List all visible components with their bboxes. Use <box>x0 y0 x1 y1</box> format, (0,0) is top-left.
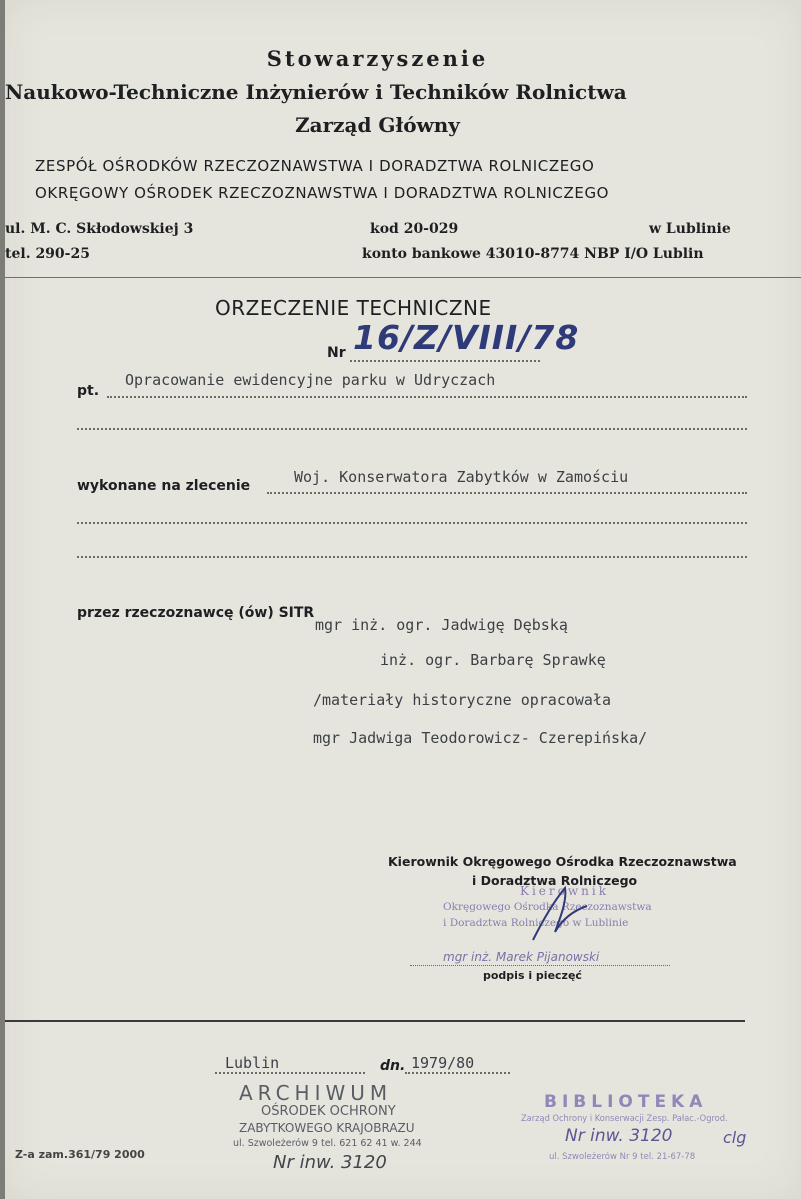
header-line-3: Zarząd Główny <box>295 113 460 137</box>
ordered-value: Woj. Konserwatora Zabytków w Zamościu <box>294 468 629 486</box>
topic-dotted-line-1 <box>107 396 747 398</box>
header-line-1: Stowarzyszenie <box>266 46 489 71</box>
topic-label: pt. <box>77 383 100 399</box>
signature-title-1: Kierownik Okręgowego Ośrodka Rzeczoznawstwa <box>388 854 737 869</box>
footer-date-value: 1979/80 <box>411 1054 475 1072</box>
signature-dotted-line <box>410 965 670 966</box>
stamp-line-1: Kierownik <box>520 884 609 898</box>
ordered-dotted-line-2 <box>77 522 747 524</box>
expert-line-4: mgr Jadwiga Teodorowicz- Czerepińska/ <box>313 729 648 747</box>
ordered-label: wykonane na zlecenie <box>77 478 251 494</box>
library-line-2: Zarząd Ochrony i Konserwacji Zesp. Pałac.-Ogrod. <box>521 1114 728 1124</box>
document-title: ORZECZENIE TECHNICZNE <box>215 296 492 320</box>
header-street: ul. M. C. Skłodowskiej 3 <box>5 221 194 237</box>
stamp-line-2: Okręgowego Ośrodka Rzeczoznawstwa <box>443 901 652 913</box>
divider-top <box>5 277 801 278</box>
archive-line-4: ul. Szwoleżerów 9 tel. 621 62 41 w. 244 <box>233 1138 422 1149</box>
footer-date-dotted <box>405 1072 510 1074</box>
header-city: w Lublinie <box>649 221 731 237</box>
topic-value: Opracowanie ewidencyjne parku w Udryczach <box>125 371 496 389</box>
expert-line-1: mgr inż. ogr. Jadwigę Dębską <box>315 616 568 634</box>
number-label: Nr <box>327 345 346 361</box>
library-handwritten: clg <box>723 1128 747 1147</box>
printer-note: Z-a zam.361/79 2000 <box>15 1148 145 1161</box>
stamp-line-3: i Doradztwa Rolniczego w Lublinie <box>443 917 629 929</box>
document-page <box>5 0 801 1199</box>
topic-dotted-line-2 <box>77 428 747 430</box>
header-postcode: kod 20-029 <box>370 221 459 237</box>
signature-name: mgr inż. Marek Pijanowski <box>443 950 600 964</box>
archive-line-1: ARCHIWUM <box>239 1081 393 1105</box>
ordered-dotted-line-3 <box>77 556 747 558</box>
footer-place: Lublin <box>225 1054 280 1072</box>
archive-line-2: OŚRODEK OCHRONY <box>261 1104 396 1119</box>
archive-line-3: ZABYTKOWEGO KRAJOBRAZU <box>239 1121 415 1135</box>
expert-line-2: inż. ogr. Barbarę Sprawkę <box>380 651 606 669</box>
archive-number: Nr inw. 3120 <box>273 1152 387 1173</box>
header-line-5: OKRĘGOWY OŚRODEK RZECZOZNAWSTWA I DORADZTWA ROLNICZEGO <box>35 184 610 202</box>
signature-caption: podpis i pieczęć <box>483 969 582 982</box>
ordered-dotted-line-1 <box>267 492 747 494</box>
document-number: 16/Z/VIII/78 <box>353 318 580 357</box>
signature-title-2: i Doradztwa Rolniczego <box>472 873 638 888</box>
library-address: ul. Szwoleżerów Nr 9 tel. 21-67-78 <box>549 1152 696 1162</box>
header-phone: tel. 290-25 <box>5 246 90 262</box>
number-dotted-line <box>350 360 540 362</box>
footer-place-dotted <box>215 1072 365 1074</box>
library-line-1: BIBLIOTEKA <box>544 1092 708 1112</box>
expert-line-3: /materiały historyczne opracowała <box>313 691 612 709</box>
header-line-4: ZESPÓŁ OŚRODKÓW RZECZOZNAWSTWA I DORADZTWA ROLNICZEGO <box>35 157 595 175</box>
experts-label: przez rzeczoznawcę (ów) SITR <box>77 605 315 621</box>
footer-date-label: dn. <box>380 1058 406 1074</box>
divider-bottom <box>5 1020 745 1022</box>
header-line-2: Naukowo-Techniczne Inżynierów i Techników Rolnictwa <box>5 80 627 104</box>
library-number: Nr inw. 3120 <box>565 1126 673 1146</box>
signature-scribble <box>525 880 595 950</box>
header-bank: konto bankowe 43010-8774 NBP I/O Lublin <box>362 246 704 262</box>
